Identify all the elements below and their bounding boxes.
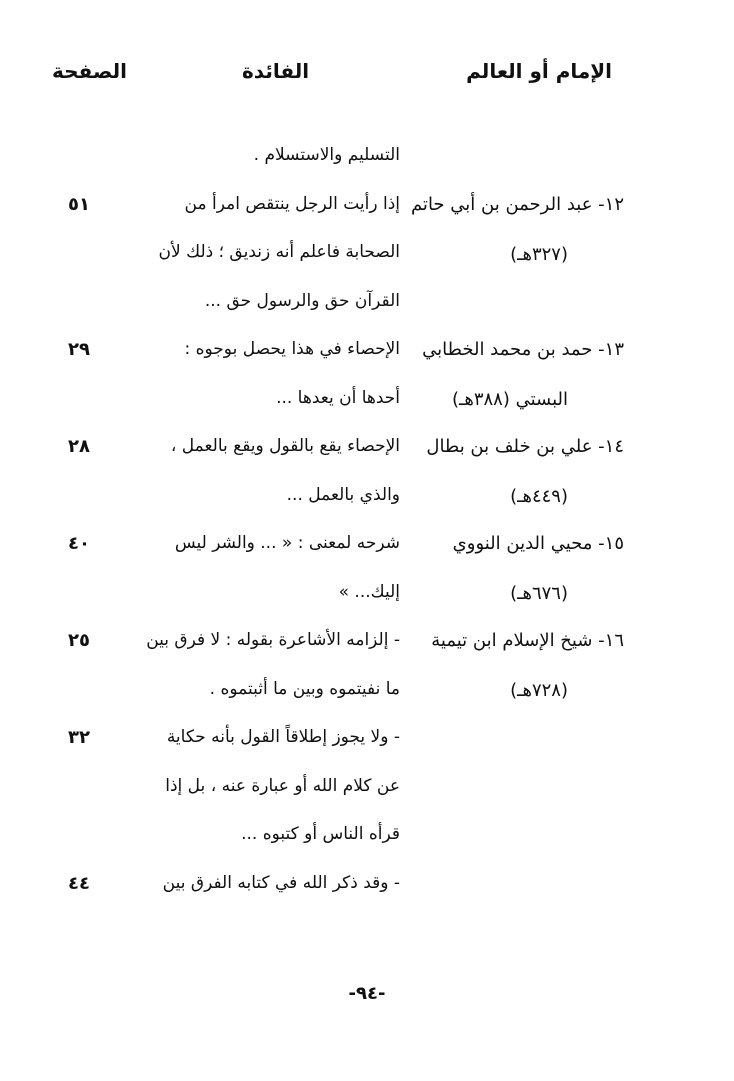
page-reference: ٢٨ <box>68 436 90 457</box>
benefit-cell <box>128 325 400 422</box>
benefit-line: إليك... » <box>338 581 400 602</box>
benefit-line: ما نفيتموه وبين ما أثبتموه . <box>209 678 400 699</box>
header-page: الصفحة <box>52 59 128 83</box>
scholar-cell <box>404 180 624 280</box>
benefit-line: الإحصاء يقع بالقول ويقع بالعمل ، <box>170 436 400 456</box>
benefit-cell <box>128 519 400 616</box>
table-row <box>0 180 734 326</box>
benefit-line: - إلزامه الأشاعرة بقوله : لا فرق بين <box>146 630 400 650</box>
page-reference: ٢٥ <box>68 630 90 651</box>
benefit-line: التسليم والاستسلام . <box>253 145 400 165</box>
benefit-line: إذا رأيت الرجل ينتقص امرأ من <box>184 193 400 214</box>
header-benefit: الفائدة <box>242 59 310 83</box>
benefit-line: الصحابة فاعلم أنه زنديق ؛ ذلك لأن <box>158 242 400 262</box>
benefit-line: - ولا يجوز إطلاقاً القول بأنه حكاية <box>166 727 400 747</box>
benefit-cell <box>128 131 400 180</box>
benefit-line: عن كلام الله أو عبارة عنه ، بل إذا <box>165 775 400 796</box>
page-reference: ٤٤ <box>68 872 90 894</box>
table-row <box>0 325 734 422</box>
scholar-name: ١٤- علي بن خلف بن بطال <box>426 436 624 457</box>
table-row <box>0 131 734 180</box>
benefit-cell <box>128 859 400 908</box>
benefit-cell <box>128 422 400 519</box>
table-row <box>0 616 734 713</box>
scholar-death-year: البستي (٣٨٨هـ) <box>452 389 568 410</box>
benefit-line: أحدها أن يعدها ... <box>276 387 400 408</box>
page-reference: ٢٩ <box>68 339 90 360</box>
benefit-cell <box>128 616 400 713</box>
benefit-line: قرأه الناس أو كتبوه ... <box>241 824 400 844</box>
page-reference: ٤٠ <box>68 533 90 554</box>
scholar-cell <box>404 519 624 619</box>
page-reference: ٥١ <box>68 193 90 215</box>
scholar-death-year: (٧٢٨هـ) <box>510 680 568 701</box>
table-row <box>0 519 734 616</box>
index-rows <box>0 131 734 907</box>
scholar-death-year: (٤٤٩هـ) <box>510 486 568 507</box>
scholar-name: ١٦- شيخ الإسلام ابن تيمية <box>431 630 624 651</box>
benefit-line: القرآن حق والرسول حق ... <box>204 290 400 311</box>
benefit-line: الإحصاء في هذا يحصل بوجوه : <box>184 339 400 359</box>
scholar-name: ١٢- عبد الرحمن بن أبي حاتم <box>410 193 624 215</box>
page-reference: ٣٢ <box>68 727 90 748</box>
table-row <box>0 713 734 859</box>
table-header <box>0 54 734 88</box>
table-row <box>0 422 734 519</box>
table-row <box>0 859 734 908</box>
header-scholar: الإمام أو العالم <box>466 59 612 83</box>
scholar-death-year: (٣٢٧هـ) <box>510 243 568 265</box>
scholar-cell <box>404 325 624 425</box>
scholar-cell <box>404 616 624 716</box>
benefit-cell <box>128 713 400 859</box>
benefit-cell <box>128 180 400 326</box>
scholar-name: ١٣- حمد بن محمد الخطابي <box>422 339 624 360</box>
scholar-name: ١٥- محيي الدين النووي <box>452 533 624 554</box>
benefit-line: - وقد ذكر الله في كتابه الفرق بين <box>162 872 400 893</box>
scholar-death-year: (٦٧٦هـ) <box>510 583 568 604</box>
benefit-line: شرحه لمعنى : « ... والشر ليس <box>174 533 400 553</box>
page-number: -٩٤- <box>348 983 386 1004</box>
scholar-cell <box>404 422 624 522</box>
benefit-line: والذي بالعمل ... <box>286 484 400 505</box>
